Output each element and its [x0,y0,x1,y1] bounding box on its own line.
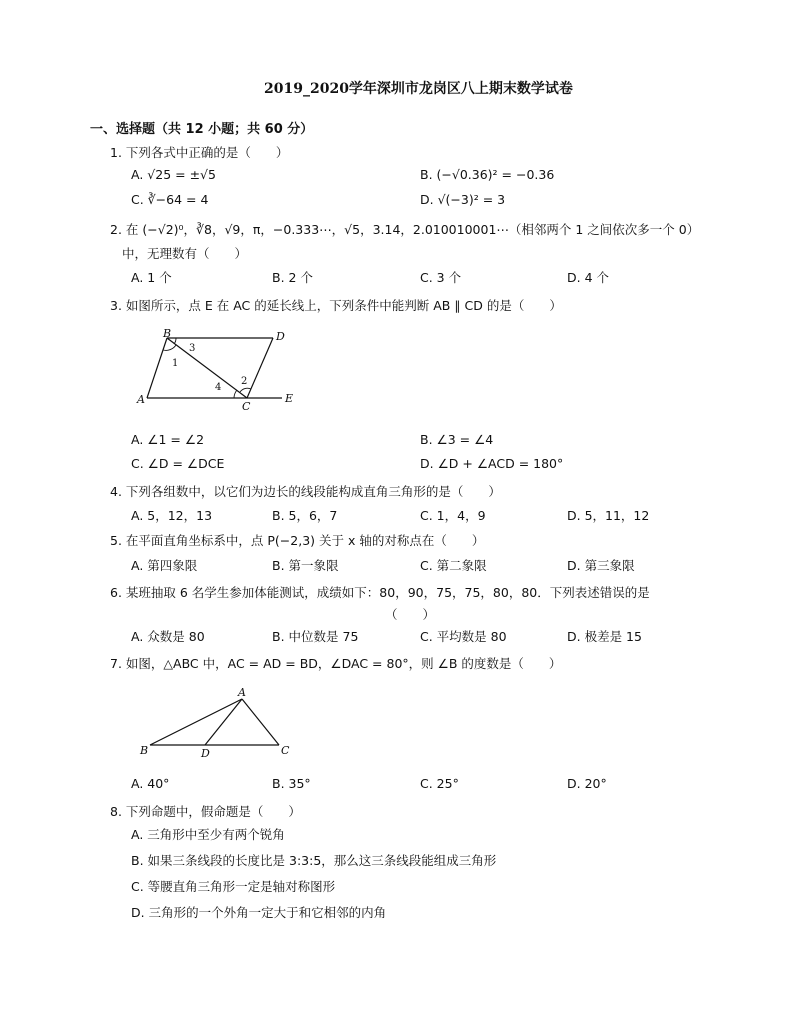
section-heading: 一、选择题（共 12 小题；共 60 分） [90,122,314,137]
question-2-option-c: C. 3 个 [420,270,462,285]
label-B: B [163,327,172,340]
question-1-option-b: B. (−√0.36)² = −0.36 [420,167,555,182]
label-D: D [276,330,285,343]
label-B: B [140,744,149,757]
label-A: A [137,393,145,406]
label-C: C [281,744,290,757]
question-1-stem: 1. 下列各式中正确的是（ ） [110,145,289,160]
label-A: A [238,686,246,699]
question-4-option-c: C. 1，4，9 [420,508,486,523]
question-4-stem: 4. 下列各组数中，以它们为边长的线段能构成直角三角形的是（ ） [110,484,501,499]
label-4: 4 [215,382,222,393]
question-3-option-d: D. ∠D + ∠ACD = 180° [420,456,564,471]
label-3: 3 [189,343,196,354]
question-1-option-a: A. √25 = ±√5 [131,167,216,182]
question-6-option-a: A. 众数是 80 [131,629,205,644]
question-8-option-b: B. 如果三条线段的长度比是 3:3:5，那么这三条线段能组成三角形 [131,853,497,868]
page-title: 2019_2020学年深圳市龙岗区八上期末数学试卷 [264,81,573,97]
question-4-option-a: A. 5，12，13 [131,508,213,523]
question-5-option-b: B. 第一象限 [272,558,339,573]
question-5-option-d: D. 第三象限 [567,558,635,573]
question-5-stem: 5. 在平面直角坐标系中，点 P(−2,3) 关于 x 轴的对称点在（ ） [110,533,485,548]
question-4-option-d: D. 5，11，12 [567,508,650,523]
question-8-stem: 8. 下列命题中，假命题是（ ） [110,804,301,819]
question-7-option-a: A. 40° [131,776,170,791]
question-3-option-c: C. ∠D = ∠DCE [131,456,225,471]
label-1: 1 [172,358,179,369]
question-7-option-c: C. 25° [420,776,459,791]
question-3-option-b: B. ∠3 = ∠4 [420,432,494,447]
question-5-option-a: A. 第四象限 [131,558,198,573]
question-6-stem-cont: （ ） [385,607,436,622]
question-6-option-c: C. 平均数是 80 [420,629,507,644]
question-1-option-d: D. √(−3)² = 3 [420,192,506,207]
question-7-option-d: D. 20° [567,776,607,791]
question-6-stem: 6. 某班抽取 6 名学生参加体能测试，成绩如下：80，90，75，75，80，80．下列表述错误的是 [110,585,650,600]
question-6-option-d: D. 极差是 15 [567,629,642,644]
label-2: 2 [241,376,248,387]
question-3-figure [130,326,310,418]
label-E: E [285,392,294,405]
label-C: C [242,400,251,413]
segment-AD [205,699,242,745]
question-3-stem: 3. 如图所示，点 E 在 AC 的延长线上，下列条件中能判断 AB ∥ CD 的是（ ） [110,298,562,313]
angle-arc-3 [174,338,176,344]
question-7-stem: 7. 如图，△ABC 中，AC = AD = BD，∠DAC = 80°，则 ∠B 的度数是（ ） [110,656,562,671]
question-7-figure [138,686,298,762]
question-3-option-a: A. ∠1 = ∠2 [131,432,205,447]
segment-AB [150,699,242,745]
question-6-option-b: B. 中位数是 75 [272,629,359,644]
angle-arc-4 [234,390,237,398]
question-2-option-d: D. 4 个 [567,270,609,285]
question-8-option-a: A. 三角形中至少有两个锐角 [131,827,285,842]
question-4-option-b: B. 5，6，7 [272,508,338,523]
question-2-stem-cont: 中，无理数有（ ） [122,246,248,261]
question-2-option-b: B. 2 个 [272,270,313,285]
segment-AC [242,699,279,745]
question-1-option-c: C. ∛−64 = 4 [131,192,209,207]
segment-AB [147,338,167,398]
question-5-option-c: C. 第二象限 [420,558,487,573]
question-7-option-b: B. 35° [272,776,311,791]
question-2-stem: 2. 在 (−√2)⁰，∛8，√9，π，−0.333⋯，√5，3.14，2.010010001⋯（相邻两个 1 之间依次多一个 0） [110,222,700,237]
question-8-option-d: D. 三角形的一个外角一定大于和它相邻的内角 [131,905,387,920]
question-2-option-a: A. 1 个 [131,270,172,285]
segment-BC [167,338,247,398]
question-8-option-c: C. 等腰直角三角形一定是轴对称图形 [131,879,336,894]
label-D: D [201,747,210,760]
